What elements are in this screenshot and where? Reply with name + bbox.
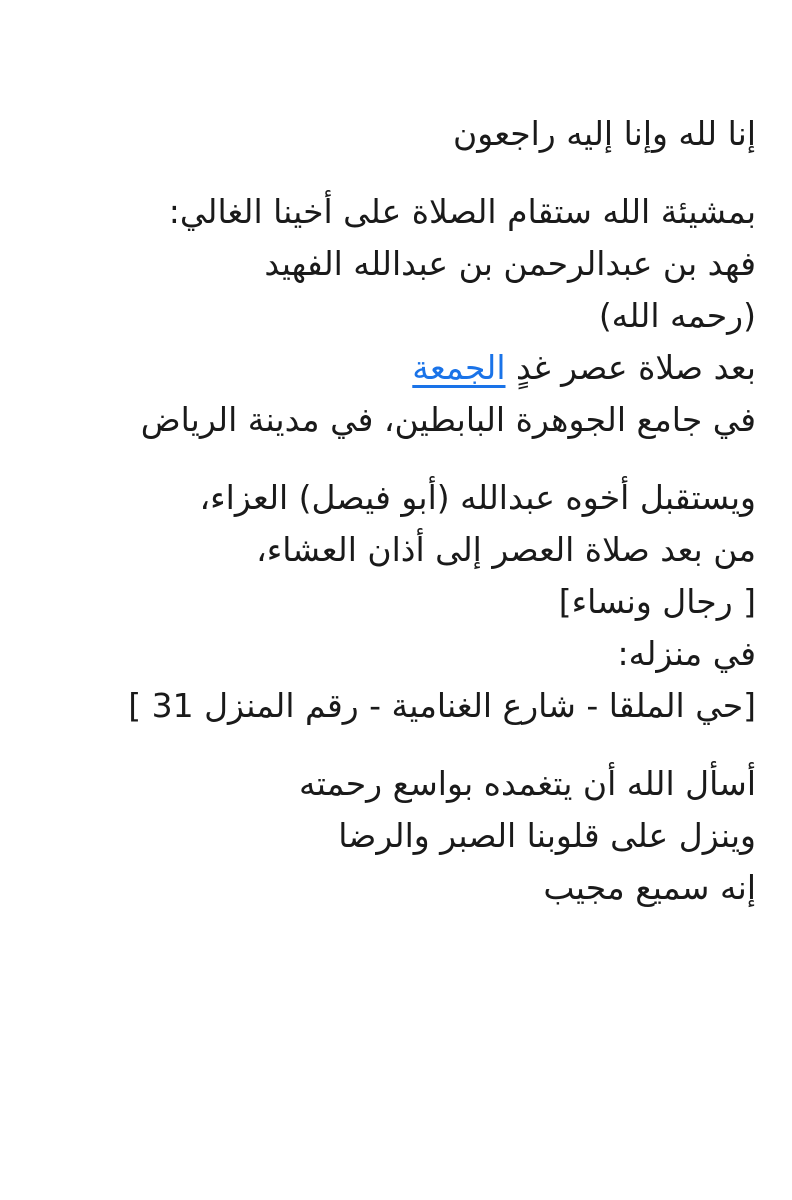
announcement-intro: بمشيئة الله ستقام الصلاة على أخينا الغالي: [168, 192, 756, 231]
deceased-name: فهد بن عبدالرحمن بن عبدالله الفهيد [264, 244, 756, 283]
condolence-line-1: ويستقبل أخوه عبدالله (أبو فيصل) العزاء، [199, 478, 756, 517]
address-line: [حي الملقا - شارع الغنامية - رقم المنزل 31 ] [128, 686, 756, 725]
paragraph-gap [36, 160, 756, 186]
friday-link[interactable]: الجمعة [412, 348, 506, 387]
condolence-line-4: في منزله: [617, 634, 756, 673]
prayer-line-2: وينزل على قلوبنا الصبر والرضا [338, 816, 756, 855]
mercy-line: (رحمه الله) [598, 296, 756, 335]
prayer-time-line [36, 342, 756, 394]
paragraph-gap [36, 446, 756, 472]
greeting-line: إنا لله وإنا إليه راجعون [453, 114, 756, 153]
condolence-line-3: [ رجال ونساء] [558, 582, 756, 621]
message-body [36, 108, 756, 914]
prayer-line-1: أسأل الله أن يتغمده بواسع رحمته [299, 764, 756, 803]
prayer-line-3: إنه سميع مجيب [543, 868, 756, 907]
location-line: في جامع الجوهرة البابطين، في مدينة الرياض [140, 400, 756, 439]
paragraph-gap [36, 732, 756, 758]
prayer-time-text: بعد صلاة عصر غدٍ [516, 348, 756, 387]
condolence-line-2: من بعد صلاة العصر إلى أذان العشاء، [256, 530, 756, 569]
